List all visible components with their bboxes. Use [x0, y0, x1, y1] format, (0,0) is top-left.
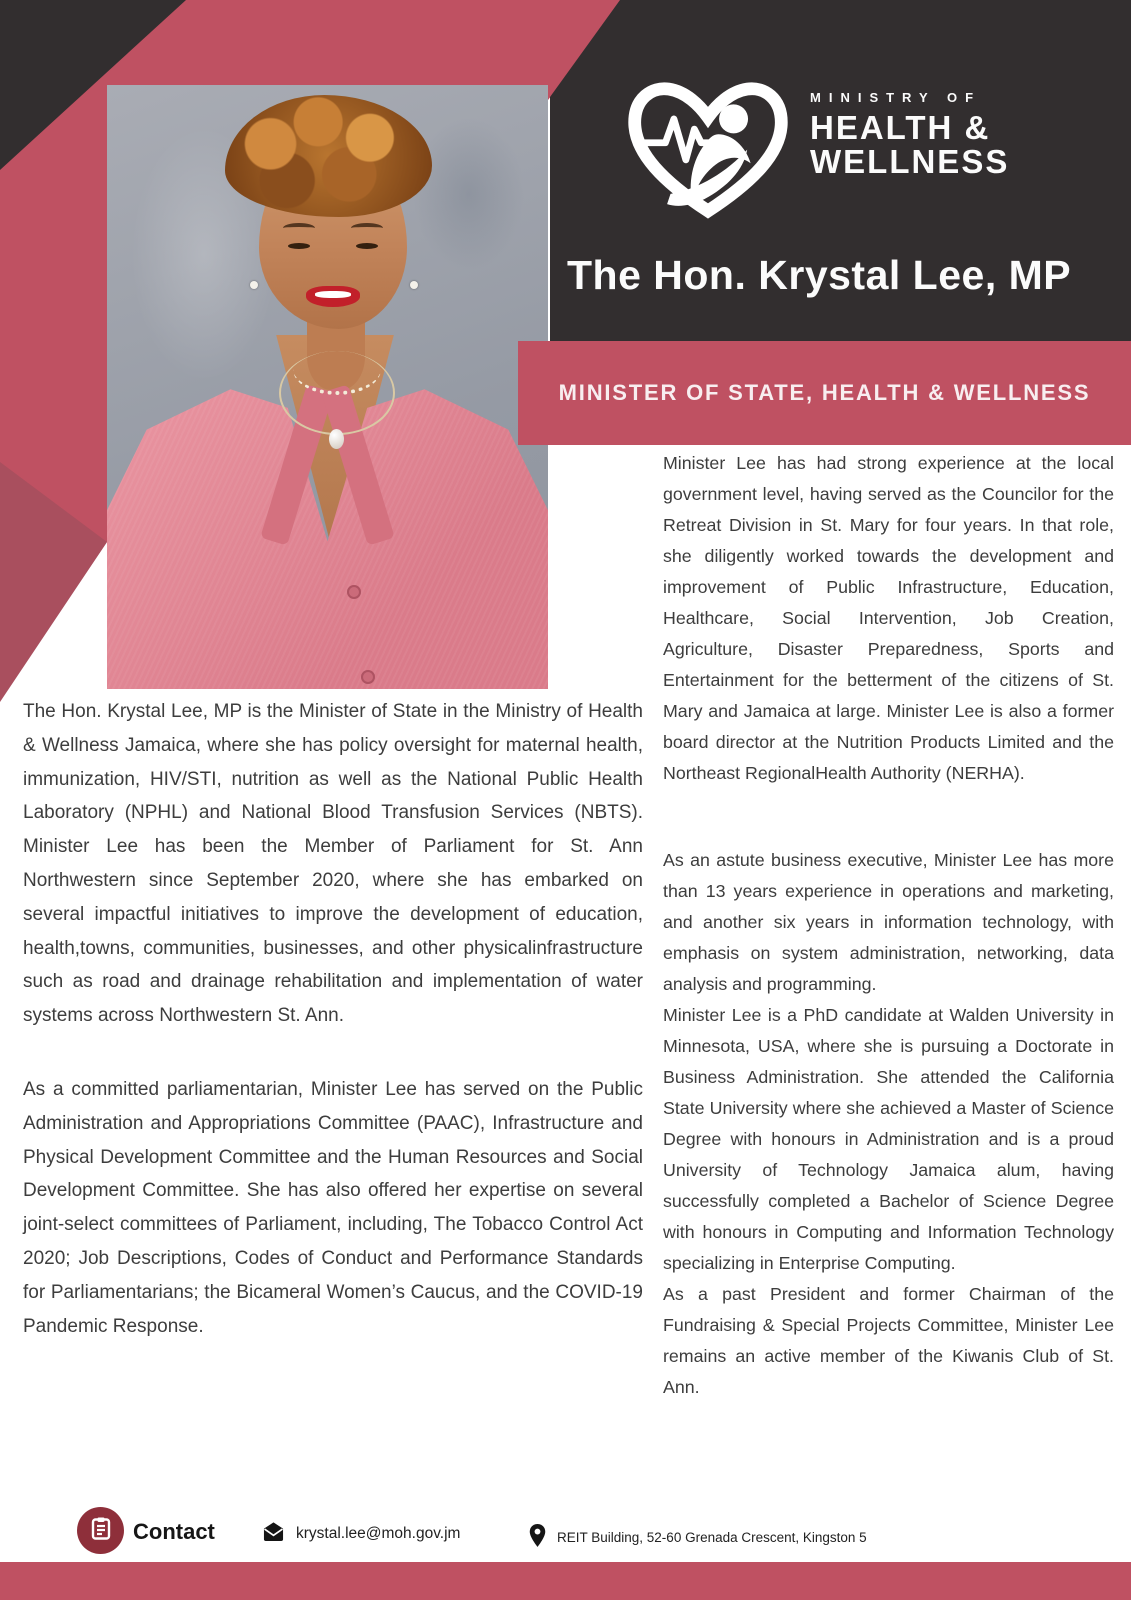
bio-paragraph: As an astute business executive, Minister Lee has more than 13 years experience in operations and marketing, and another six years in information technology, with emphasis on system administration, networking, data analysis and programming. — [663, 850, 1114, 994]
portrait-feature — [356, 243, 378, 249]
bio-right-column — [663, 448, 1114, 1403]
clipboard-icon — [89, 1516, 113, 1545]
contact-address-item — [529, 1523, 867, 1551]
bio-paragraph: As a past President and former Chairman of the Fundraising & Special Projects Committee, Minister Lee remains an active member of the Kiwanis Club of St. Ann. — [663, 1284, 1114, 1397]
bio-paragraph: As a committed parliamentarian, Minister Lee has served on the Public Administration and Appropriations Committee (PAAC), Infrastructure and Physical Development Committee and the Human Resources and Social Development Committee. She has also offered her expertise on several joint-select committees of Parliament, including, The Tobacco Control Act 2020; Job Descriptions, Codes of Conduct and Performance Standards for Parliamentarians; the Bicameral Women’s Caucus, and the COVID-19 Pandemic Response. — [23, 1078, 643, 1337]
contact-email-text: krystal.lee@moh.gov.jm — [296, 1525, 461, 1542]
page-title: The Hon. Krystal Lee, MP — [567, 252, 1072, 298]
location-pin-icon — [529, 1523, 546, 1551]
ministry-logo-text — [810, 90, 1009, 228]
bottom-rose-strip — [0, 1562, 1131, 1600]
contact-heading: Contact — [133, 1519, 215, 1544]
role-banner-text: MINISTER OF STATE, HEALTH & WELLNESS — [558, 380, 1091, 405]
role-banner — [518, 341, 1131, 445]
portrait-feature — [306, 286, 360, 307]
ministry-of-label: MINISTRY OF — [810, 90, 982, 105]
portrait-feature — [283, 223, 315, 233]
bio-paragraph: Minister Lee has had strong experience at the local government level, having served as the Councilor for the Retreat Division in St. Mary for four years. In that role, she diligently worked towards the development and improvement of Public Infrastructure, Education, Healthcare, Social Intervention, Job Creation, Agriculture, Disaster Preparedness, Sports and Entertainment for the betterment of the citizens of St. Mary and Jamaica at large. Minister Lee is also a former board director at the Nutrition Products Limited and the Northeast RegionalHealth Authority (NERHA). — [663, 453, 1114, 783]
minister-portrait-photo — [107, 85, 548, 689]
bio-paragraph: Minister Lee is a PhD candidate at Walden University in Minnesota, USA, where she is pursuing a Doctorate in Business Administration. She attended the California State University where she achieved a Master of Science Degree with honours in Administration and is a proud University of Technology Jamaica alum, having successfully completed a Bachelor of Science Degree with honours in Computing and Information Technology specializing in Enterprise Computing. — [663, 1005, 1114, 1273]
portrait-feature — [351, 223, 383, 233]
contact-badge — [77, 1507, 124, 1554]
envelope-icon — [262, 1521, 285, 1547]
portrait-pendant-chain — [279, 351, 395, 435]
wellness-label: WELLNESS — [810, 143, 1010, 180]
portrait-earring — [250, 281, 258, 289]
portrait-pearl-pendant — [329, 429, 344, 449]
portrait-blazer-button — [347, 585, 361, 599]
portrait-earring — [410, 281, 418, 289]
portrait-feature — [288, 243, 310, 249]
portrait-hair — [225, 95, 432, 217]
moh-heart-logo-icon — [622, 78, 794, 228]
portrait-blazer-button — [361, 670, 375, 684]
health-label: HEALTH & — [810, 109, 991, 146]
bio-left-column — [23, 695, 643, 1343]
contact-address-text: REIT Building, 52-60 Grenada Crescent, Kingston 5 — [557, 1529, 867, 1545]
ministry-logo — [622, 78, 1009, 228]
bio-paragraph: The Hon. Krystal Lee, MP is the Minister of State in the Ministry of Health & Wellness Jamaica, where she has policy oversight for maternal health, immunization, HIV/STI, nutrition as well as the National Public Health Laboratory (NPHL) and National Blood Transfusion Services (NBTS). Minister Lee has been the Member of Parliament for St. Ann Northwestern since September 2020, where she has embarked on several impactful initiatives to improve the development of education, health,towns, communities, businesses, and other physicalinfrastructure such as road and drainage rehabilitation and implementation of water systems across Northwestern St. Ann. — [23, 701, 643, 1027]
contact-email-item — [262, 1521, 460, 1547]
